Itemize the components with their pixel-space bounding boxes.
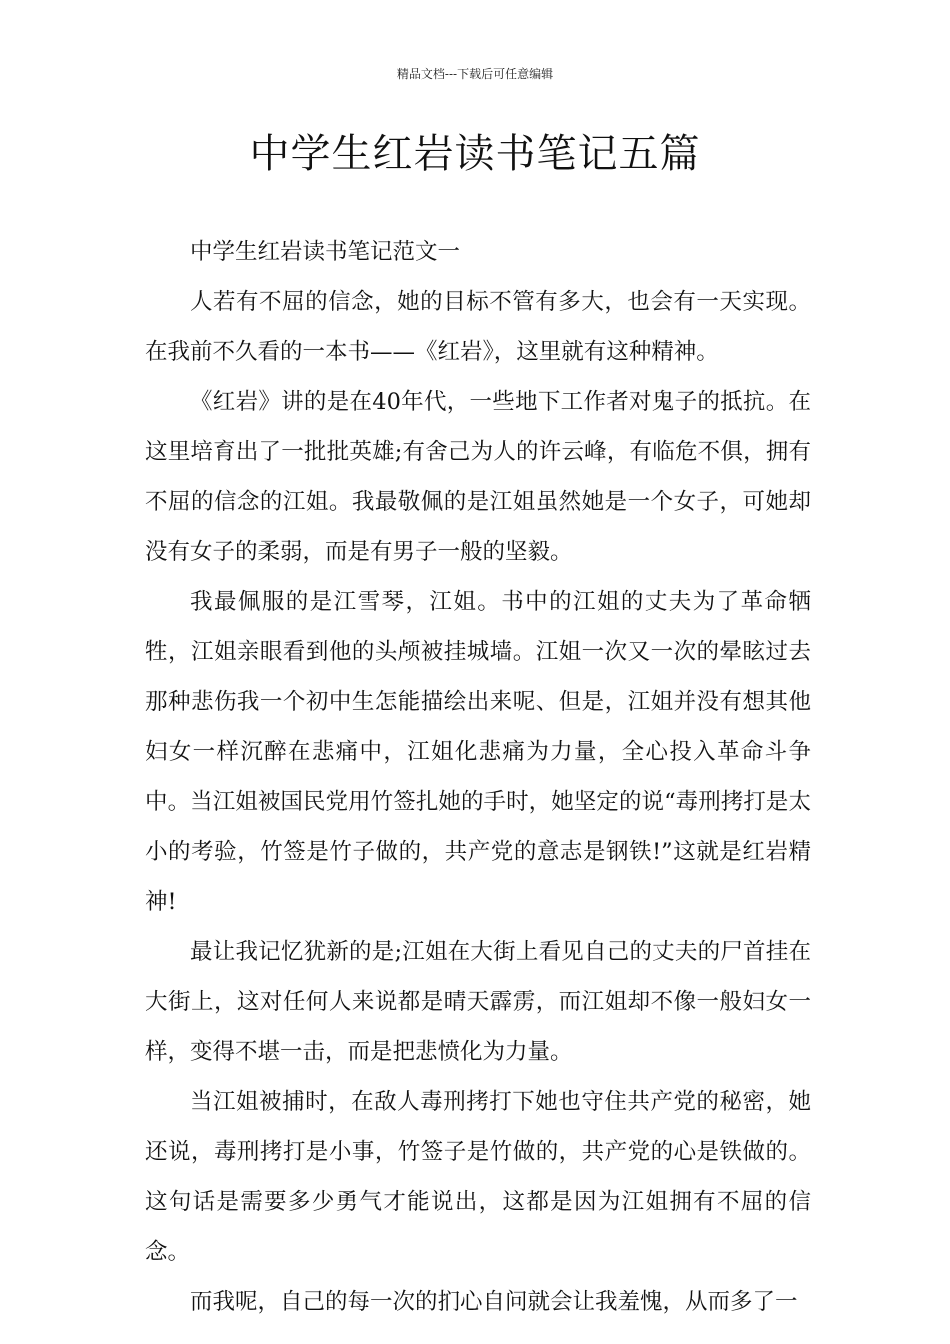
- paragraph: 我最佩服的是江雪琴，江姐。书中的江姐的丈夫为了革命牺牲，江姐亲眼看到他的头颅被挂城墙。江姐一次又一次的晕眩过去那种悲伤我一个初中生怎能描绘出来呢、但是，江姐并没有想其他妇女一样沉醉在悲痛中，江姐化悲痛为力量，全心投入革命斗争中。当江姐被国民党用竹签扎她的手时，她坚定的说“毒刑拷打是太小的考验，竹签是竹子做的，共产党的意志是钢铁!”这就是红岩精神!: [145, 589, 811, 915]
- paragraph: 最让我记忆犹新的是;江姐在大街上看见自己的丈夫的尸首挂在大街上，这对任何人来说都是晴天霹雳，而江姐却不像一般妇女一样，变得不堪一击，而是把悲愤化为力量。: [145, 939, 811, 1065]
- section-heading: 中学生红岩读书笔记范文一: [190, 239, 461, 265]
- document-title: 中学生红岩读书笔记五篇: [249, 131, 701, 177]
- page-header: 精品文档---下载后可任意编辑: [396, 67, 554, 81]
- paragraph: 《红岩》讲的是在40年代，一些地下工作者对鬼子的抵抗。在这里培育出了一批批英雄;有舍己为人的许云峰，有临危不俱，拥有不屈的信念的江姐。我最敬佩的是江姐虽然她是一个女子，可她却没有女子的柔弱，而是有男子一般的坚毅。: [145, 389, 811, 565]
- paragraph: 而我呢，自己的每一次的扪心自问就会让我羞愧，从而多了一: [190, 1289, 798, 1315]
- paragraph: 当江姐被捕时，在敌人毒刑拷打下她也守住共产党的秘密，她还说，毒刑拷打是小事，竹签子是竹做的，共产党的心是铁做的。这句话是需要多少勇气才能说出，这都是因为江姐拥有不屈的信念。: [145, 1089, 811, 1265]
- paragraph: 人若有不屈的信念，她的目标不管有多大，也会有一天实现。在我前不久看的一本书——《红岩》，这里就有这种精神。: [145, 289, 811, 365]
- document-body: [145, 227, 811, 1327]
